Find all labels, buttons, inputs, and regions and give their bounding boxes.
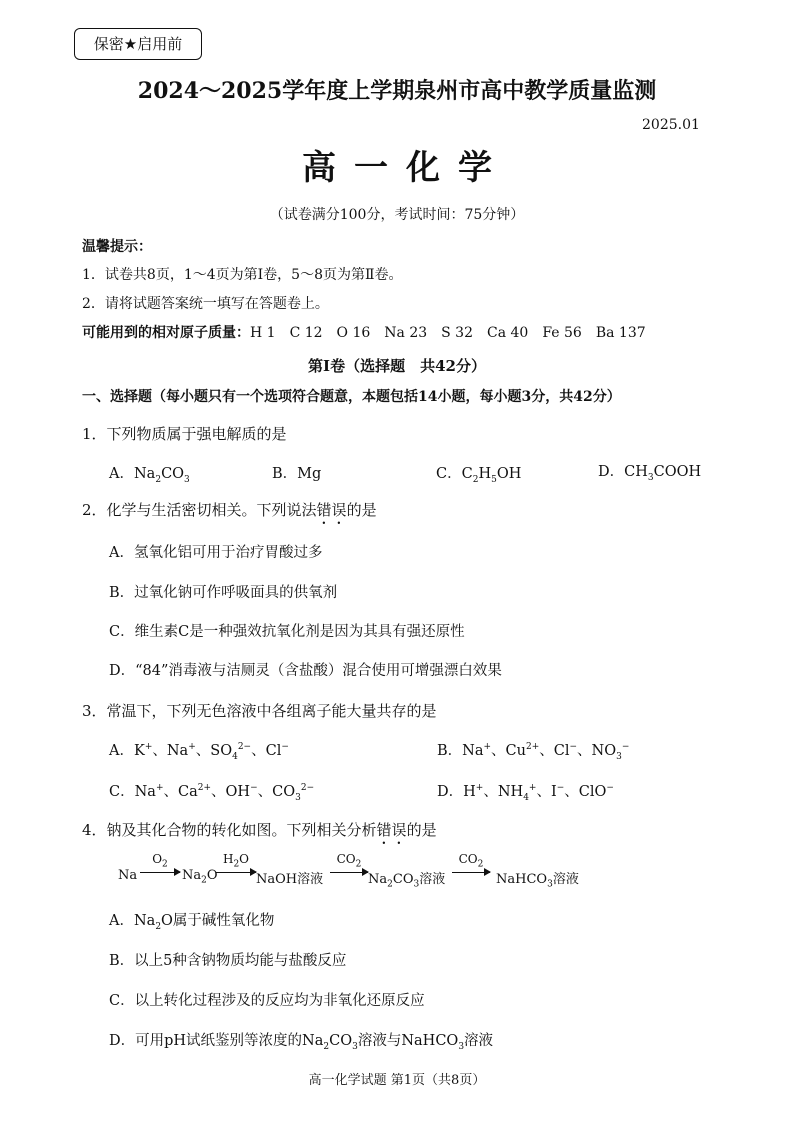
atomic-mass-values: H 1 C 12 O 16 Na 23 S 32 Ca 40 Fe 56 Ba 137	[250, 325, 646, 341]
tip-item: 1．试卷共8页，1～4页为第Ⅰ卷，5～8页为第Ⅱ卷。	[82, 267, 403, 283]
q2-option-c: C．维生素C是一种强效抗氧化剂是因为其具有强还原性	[109, 624, 465, 640]
arrow-reagent-co2: $CO_2$	[458, 852, 484, 870]
q1-option-a: A．$Na_2CO_3$	[109, 466, 190, 485]
confidential-stamp: 保密★启用前	[74, 28, 202, 60]
q2-option-a: A．氢氧化铝可用于治疗胃酸过多	[109, 545, 323, 561]
exam-date: 2025.01	[642, 117, 700, 133]
atomic-mass-line	[82, 322, 646, 342]
question-1-stem: 1．下列物质属于强电解质的是	[82, 425, 287, 443]
page-footer: 高一化学试题 第1页（共8页）	[308, 1073, 486, 1088]
question-2-stem: 2．化学与生活密切相关。下列说法错误的是	[82, 501, 377, 519]
scheme-nahco3: NaHCO$_3$溶液	[496, 872, 579, 890]
scheme-na2o: $Na_2O$	[182, 868, 218, 886]
q3-option-b: B．Na+、$Cu^{2+}$、Cl−、$NO_3^-$	[437, 742, 630, 762]
q3-option-a: A．K+、Na+、$SO_4^{2-}$、Cl−	[109, 742, 289, 762]
scheme-arrow-2	[216, 852, 256, 882]
q3-option-c: C．Na+、$Ca^{2+}$、OH−、$CO_3^{2-}$	[109, 783, 315, 803]
section-heading: 一、选择题（每小题只有一个选项符合题意，本题包括14小题，每小题3分，共42分）	[82, 389, 621, 405]
q1-option-d: D．$CH_3COOH$	[598, 464, 702, 483]
tips-heading: 温馨提示：	[82, 239, 152, 255]
q4-option-b: B．以上5种含钠物质均能与盐酸反应	[109, 953, 347, 969]
atomic-mass-label: 可能用到的相对原子质量：	[82, 325, 250, 341]
arrow-reagent-h2o: $H_2O$	[222, 852, 250, 870]
q4-option-d: D．可用pH试纸鉴别等浓度的$Na_2CO_3$溶液与NaHCO$_3$溶液	[109, 1033, 494, 1052]
scheme-arrow-4	[452, 852, 490, 882]
q3-option-d: D．H+、$NH_4^+$、I−、ClO−	[437, 783, 614, 803]
exam-title: 2024～2025学年度上学期泉州市高中教学质量监测	[137, 78, 657, 104]
q4-option-c: C．以上转化过程涉及的反应均为非氧化还原反应	[109, 993, 425, 1009]
q4-option-a: A．$Na_2O$属于碱性氧化物	[109, 913, 275, 932]
scheme-arrow-3	[330, 852, 368, 882]
scheme-arrow-1	[140, 852, 180, 882]
tip-item: 2．请将试题答案统一填写在答题卷上。	[82, 296, 329, 312]
q2-option-b: B．过氧化钠可作呼吸面具的供氧剂	[109, 585, 338, 601]
arrow-reagent-co2: $CO_2$	[336, 852, 362, 870]
arrow-reagent-o2: $O_2$	[152, 852, 168, 870]
exam-info: （试卷满分100分，考试时间：75分钟）	[269, 207, 525, 223]
q2-option-d: D．“84”消毒液与洁厕灵（含盐酸）混合使用可增强漂白效果	[109, 663, 502, 679]
question-4-stem: 4．钠及其化合物的转化如图。下列相关分析错误的是	[82, 821, 437, 839]
question-3-stem: 3．常温下，下列无色溶液中各组离子能大量共存的是	[82, 702, 437, 720]
subject-title: 高一化学	[302, 148, 510, 188]
volume-heading: 第Ⅰ卷（选择题 共42分）	[308, 357, 486, 375]
scheme-na: Na	[118, 868, 138, 883]
scheme-na2co3: $Na_2CO_3$溶液	[368, 872, 446, 890]
q1-option-c: C．$C_2H_5OH$	[436, 466, 522, 485]
scheme-naoh: NaOH溶液	[256, 872, 324, 887]
q1-option-b: B．Mg	[272, 466, 322, 482]
